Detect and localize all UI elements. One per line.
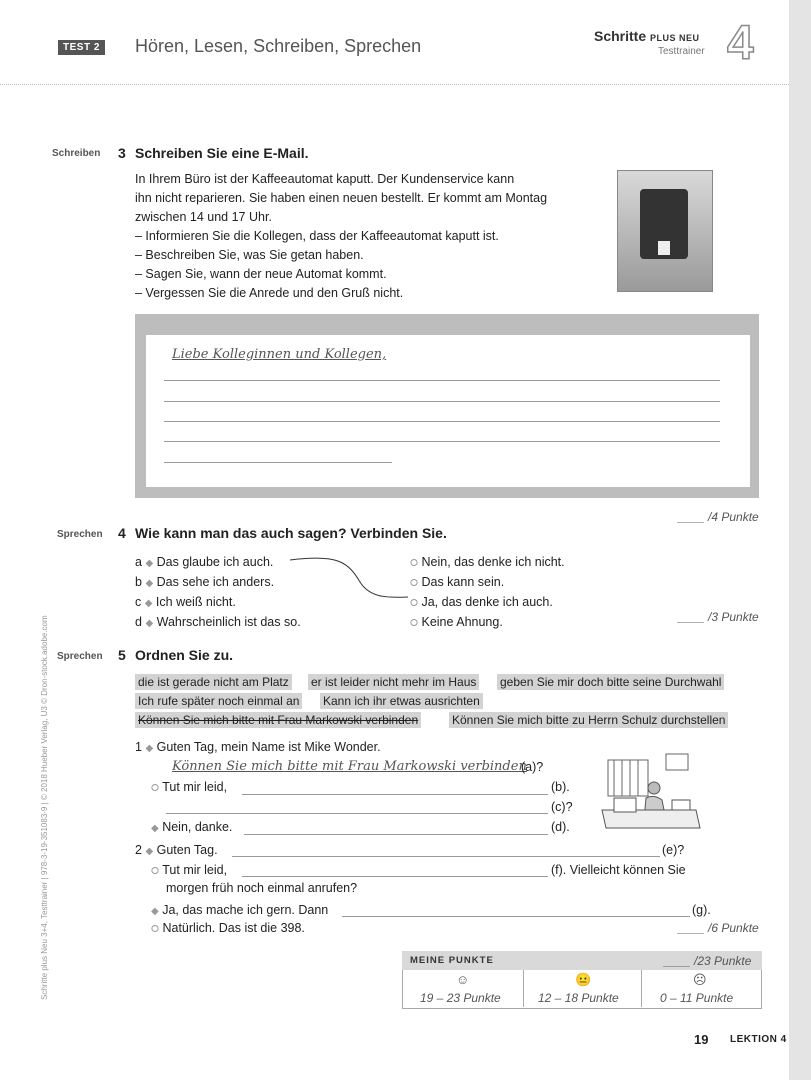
coffee-machine-photo: [617, 170, 713, 292]
section-3-points: ____ /4 Punkte: [678, 510, 759, 524]
diamond-icon: ◆: [144, 598, 153, 609]
volume-number: 4: [727, 17, 754, 70]
page-title: Hören, Lesen, Schreiben, Sprechen: [135, 36, 422, 56]
dialogue-2-line-1: [135, 843, 218, 857]
instruction-line: In Ihrem Büro ist der Kaffeeautomat kaputt. Der Kundenservice kann: [135, 172, 515, 186]
phrase-chip[interactable]: Ich rufe später noch einmal an: [135, 693, 302, 709]
circle-icon: ⭘: [410, 578, 418, 589]
gap-label-c: (c)?: [551, 800, 573, 814]
writing-line: [164, 462, 392, 463]
item-letter: c: [135, 595, 142, 609]
dialogue-text: Tut mir leid,: [162, 863, 228, 877]
answer-line-e[interactable]: [232, 856, 660, 857]
item-text: Ja, das denke ich auch.: [421, 595, 553, 609]
instruction-line: ihn nicht reparieren. Sie haben einen neuen bestellt. Er kommt am Montag: [135, 191, 548, 205]
sad-face-icon: ☹: [693, 972, 707, 987]
diamond-icon: ◆: [145, 743, 154, 754]
diamond-icon: ◆: [151, 823, 159, 834]
instruction-line: – Beschreiben Sie, was Sie getan haben.: [135, 248, 364, 262]
dialogue-text: Tut mir leid,: [162, 780, 228, 794]
dialogue-number: 2: [135, 843, 142, 857]
brand-name: Schritte: [594, 28, 647, 44]
phrase-chip[interactable]: er ist leider nicht mehr im Haus: [308, 674, 479, 690]
dialogue-text: Natürlich. Das ist die 398.: [162, 921, 305, 935]
diamond-icon: ◆: [151, 906, 159, 917]
item-letter: a: [135, 555, 142, 569]
score-divider: [523, 970, 524, 1007]
dialogue-text: Guten Tag, mein Name ist Mike Wonder.: [156, 740, 381, 754]
answer-line-f[interactable]: [242, 876, 548, 877]
answer-a[interactable]: Können Sie mich bitte mit Frau Markowski verbinden: [172, 759, 527, 774]
item-letter: d: [135, 615, 142, 629]
instruction-line: – Vergessen Sie die Anrede und den Gruß nicht.: [135, 286, 404, 300]
section-5-number: 5: [118, 647, 126, 663]
item-text: Ich weiß nicht.: [155, 595, 236, 609]
dialogue-text: Ja, das mache ich gern. Dann: [162, 903, 329, 917]
dialogue-2-line-3: [151, 903, 328, 917]
list-item[interactable]: [135, 613, 301, 633]
writing-line: [164, 441, 720, 442]
score-range-mid: 12 – 18 Punkte: [538, 991, 619, 1005]
diamond-icon: ◆: [145, 846, 154, 857]
circle-icon: ⭘: [151, 924, 159, 935]
gap-label-e: (e)?: [662, 843, 685, 857]
circle-icon: ⭘: [410, 618, 418, 629]
score-total: ____ /23 Punkte: [664, 954, 752, 968]
neutral-face-icon: 😐: [575, 972, 592, 987]
item-letter: b: [135, 575, 142, 589]
dialogue-2-line-2-cont: morgen früh noch einmal anrufen?: [166, 881, 358, 895]
answer-line-b[interactable]: [242, 794, 548, 795]
section-4-right-list: [410, 553, 565, 633]
brand-edition: PLUS NEU: [650, 33, 700, 43]
header-divider: [0, 84, 789, 85]
instruction-line: – Informieren Sie die Kollegen, dass der Kaffeeautomat kaputt ist.: [135, 229, 499, 243]
phrase-chip[interactable]: die ist gerade nicht am Platz: [135, 674, 292, 690]
side-copyright: Schritte plus Neu 3+4, Testtrainer | 978-3-19-351083-9 | © 2018 Hueber Verlag, U3 © Dron-stock.adobe.com: [40, 615, 49, 1000]
answer-line-c[interactable]: [166, 813, 548, 814]
answer-line-d[interactable]: [244, 834, 548, 835]
writing-line: [164, 401, 720, 402]
dialogue-text: Nein, danke.: [162, 820, 233, 834]
section-3-instructions: [135, 170, 605, 303]
score-title: MEINE PUNKTE: [410, 955, 494, 966]
gap-label-d: (d).: [551, 820, 570, 834]
list-item[interactable]: [410, 573, 565, 593]
item-text: Nein, das denke ich nicht.: [421, 555, 565, 569]
office-illustration: [596, 750, 706, 835]
page-number: 19: [694, 1032, 709, 1047]
score-range-high: 19 – 23 Punkte: [420, 991, 501, 1005]
email-writing-area[interactable]: [146, 335, 750, 487]
dialogue-1-line-1: [135, 740, 381, 754]
lektion-label: LEKTION 4: [730, 1034, 787, 1045]
section-4-points: ____ /3 Punkte: [678, 610, 759, 624]
circle-icon: ⭘: [151, 866, 159, 877]
section-3-title: Schreiben Sie eine E-Mail.: [135, 145, 309, 161]
gap-label-b: (b).: [551, 780, 570, 794]
phrase-chip-used[interactable]: Können Sie mich bitte mit Frau Markowski verbinden: [135, 712, 421, 728]
item-text: Das kann sein.: [421, 575, 505, 589]
writing-line: [164, 421, 720, 422]
test-badge: TEST 2: [58, 40, 105, 55]
list-item[interactable]: [410, 593, 565, 613]
section-4-label: Sprechen: [57, 529, 103, 540]
circle-icon: ⭘: [151, 783, 159, 794]
dialogue-text: Guten Tag.: [156, 843, 218, 857]
item-text: Das glaube ich auch.: [156, 555, 274, 569]
section-5-points: ____ /6 Punkte: [678, 921, 759, 935]
section-4-number: 4: [118, 525, 126, 541]
instruction-line: zwischen 14 und 17 Uhr.: [135, 210, 272, 224]
section-5-title: Ordnen Sie zu.: [135, 647, 234, 663]
section-3-label: Schreiben: [52, 148, 101, 159]
diamond-icon: ◆: [145, 578, 154, 589]
list-item[interactable]: [410, 553, 565, 573]
phrase-chip[interactable]: geben Sie mir doch bitte seine Durchwahl: [497, 674, 724, 690]
gap-label-f: (f). Vielleicht können Sie: [551, 863, 686, 877]
phrase-chip[interactable]: Können Sie mich bitte zu Herrn Schulz durchstellen: [449, 712, 728, 728]
score-range-low: 0 – 11 Punkte: [660, 991, 734, 1005]
gap-label-a: (a)?: [521, 760, 544, 774]
circle-icon: ⭘: [410, 598, 418, 609]
dialogue-1-line-3: [151, 820, 232, 834]
dialogue-1-line-2: [151, 780, 227, 794]
circle-icon: ⭘: [410, 558, 418, 569]
gap-label-g: (g).: [692, 903, 711, 917]
instruction-line: – Sagen Sie, wann der neue Automat kommt.: [135, 267, 387, 281]
happy-face-icon: ☺: [456, 972, 470, 987]
section-4-title: Wie kann man das auch sagen? Verbinden Sie.: [135, 525, 447, 541]
item-text: Keine Ahnung.: [421, 615, 503, 629]
section-3-number: 3: [118, 145, 126, 161]
list-item[interactable]: [135, 573, 301, 593]
dialogue-2-line-2: [151, 863, 227, 877]
score-divider: [641, 970, 642, 1007]
list-item[interactable]: [135, 553, 301, 573]
page-edge-bar: [789, 0, 811, 1080]
email-greeting: Liebe Kolleginnen und Kollegen,: [172, 347, 387, 362]
phrase-chip[interactable]: Kann ich ihr etwas ausrichten: [320, 693, 483, 709]
brand-logo: [594, 28, 700, 44]
dialogue-number: 1: [135, 740, 142, 754]
cup-shape: [658, 241, 670, 255]
list-item[interactable]: [135, 593, 301, 613]
dialogue-2-line-4: [151, 921, 305, 935]
connecting-line: [288, 552, 413, 602]
brand-subtitle: Testtrainer: [658, 46, 705, 57]
answer-line-g[interactable]: [342, 916, 690, 917]
item-text: Wahrscheinlich ist das so.: [156, 615, 301, 629]
diamond-icon: ◆: [145, 618, 154, 629]
list-item[interactable]: [410, 613, 565, 633]
section-5-label: Sprechen: [57, 651, 103, 662]
diamond-icon: ◆: [145, 558, 154, 569]
section-4-left-list: [135, 553, 301, 633]
item-text: Das sehe ich anders.: [156, 575, 275, 589]
writing-line: [164, 380, 720, 381]
